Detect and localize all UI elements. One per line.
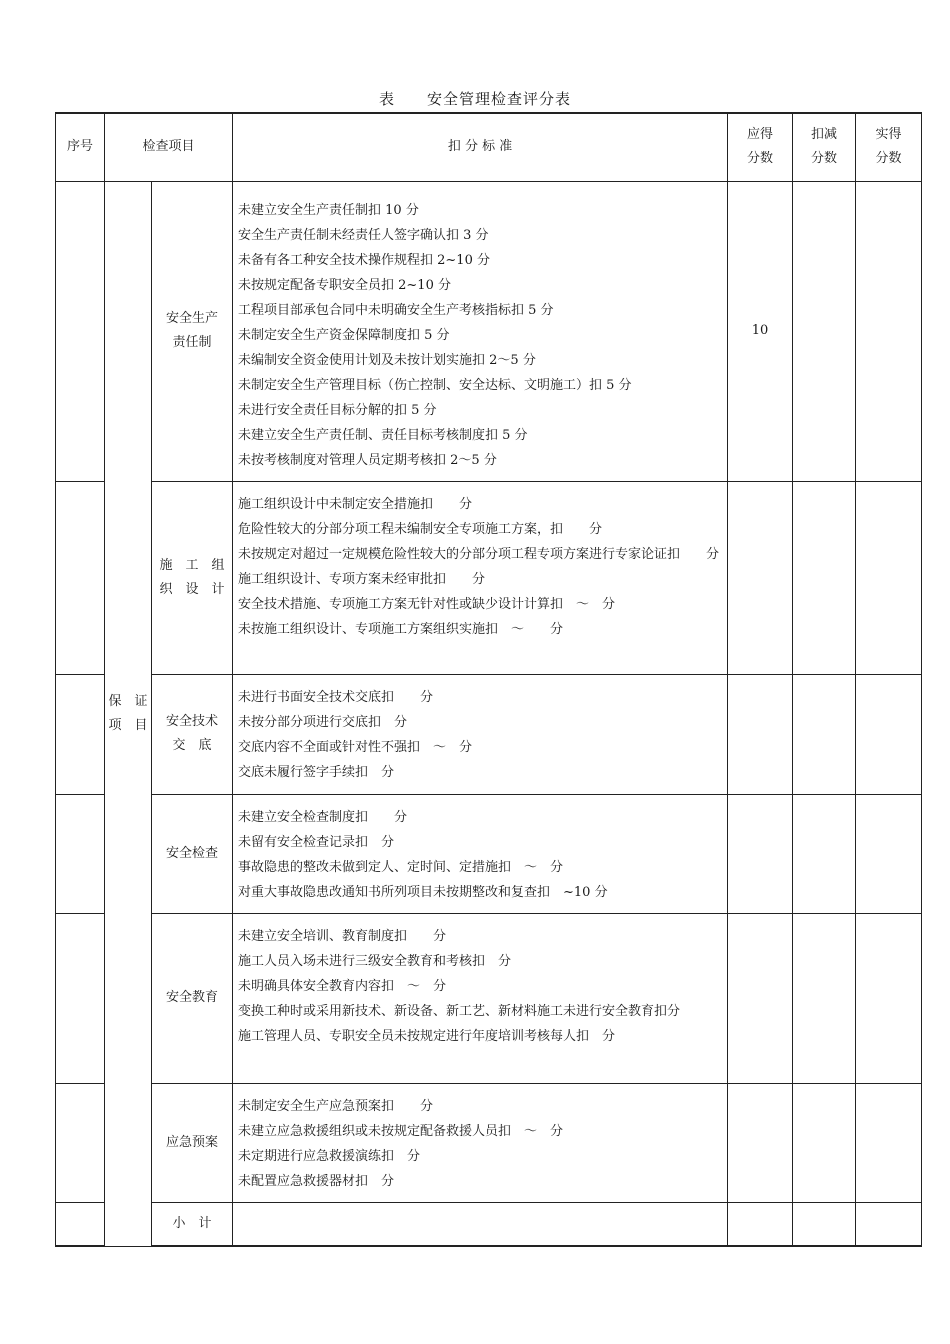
table-row xyxy=(56,794,922,913)
criteria-line: 未备有各工种安全技术操作规程扣 2~10 分 xyxy=(238,252,490,268)
criteria-cell xyxy=(233,181,728,481)
due-score xyxy=(728,674,793,794)
header-criteria: 扣 分 标 准 xyxy=(233,113,728,181)
header-deduct-line1: 扣减 xyxy=(811,127,838,143)
criteria-line: 未按规定配备专职安全员扣 2~10 分 xyxy=(238,277,451,293)
seq-cell xyxy=(56,181,105,481)
item-name-line1: 安全检查 xyxy=(166,845,219,861)
header-actual-line1: 实得 xyxy=(875,127,902,143)
criteria-line: 未按考核制度对管理人员定期考核扣 2～5 分 xyxy=(238,452,497,468)
table-row xyxy=(56,913,922,1083)
header-actual xyxy=(856,113,922,181)
actual-score[interactable] xyxy=(856,913,922,1083)
criteria-line: 未配置应急救援器材扣 分 xyxy=(238,1173,395,1189)
due-score: 10 xyxy=(728,181,793,481)
item-name-line1: 安全教育 xyxy=(166,990,219,1005)
criteria-line: 未编制安全资金使用计划及未按计划实施扣 2～5 分 xyxy=(238,352,536,368)
criteria-line: 工程项目部承包合同中未明确安全生产考核指标扣 5 分 xyxy=(238,302,554,318)
header-due-line2: 分数 xyxy=(747,151,774,167)
criteria-line: 安全生产责任制未经责任人签字确认扣 3 分 xyxy=(238,227,489,243)
scoring-table xyxy=(55,112,922,1247)
criteria-line: 未制定安全生产资金保障制度扣 5 分 xyxy=(238,327,450,343)
deduct-score[interactable] xyxy=(793,181,856,481)
criteria-line: 危险性较大的分部分项工程未编制安全专项施工方案，扣 分 xyxy=(238,521,603,537)
criteria-line: 未建立应急救援组织或未按规定配备救援人员扣 ～ 分 xyxy=(238,1123,564,1139)
criteria-line: 未进行书面安全技术交底扣 分 xyxy=(238,689,434,705)
item-name xyxy=(152,794,233,913)
actual-score[interactable] xyxy=(856,181,922,481)
deduct-score[interactable] xyxy=(793,794,856,913)
subtotal-criteria xyxy=(233,1202,728,1246)
item-name-line1: 应急预案 xyxy=(166,1134,219,1150)
seq-cell xyxy=(56,794,105,913)
item-name-line1: 安全生产 xyxy=(166,311,219,326)
header-due-line1: 应得 xyxy=(747,127,774,143)
header-deduct-line2: 分数 xyxy=(811,151,838,167)
header-item: 检查项目 xyxy=(105,113,233,181)
actual-score[interactable] xyxy=(856,674,922,794)
criteria-line: 施工管理人员、专职安全员未按规定进行年度培训考核每人扣 分 xyxy=(238,1028,616,1044)
item-name xyxy=(152,674,233,794)
criteria-line: 未进行安全责任目标分解的扣 5 分 xyxy=(238,402,437,418)
deduct-score[interactable] xyxy=(793,674,856,794)
subtotal-row xyxy=(56,1202,922,1246)
seq-cell xyxy=(56,674,105,794)
criteria-line: 交底内容不全面或针对性不强扣 ～ 分 xyxy=(238,739,473,755)
criteria-line: 未建立安全生产责任制扣 10 分 xyxy=(238,202,419,218)
seq-cell xyxy=(56,1202,105,1246)
criteria-line: 安全技术措施、专项施工方案无针对性或缺少设计计算扣 ～ 分 xyxy=(238,596,616,612)
criteria-line: 事故隐患的整改未做到定人、定时间、定措施扣 ～ 分 xyxy=(238,859,564,875)
table-row xyxy=(56,481,922,674)
group-label-line2: 项 目 xyxy=(108,717,148,733)
criteria-line: 未建立安全检查制度扣 分 xyxy=(238,809,408,825)
deduct-score[interactable] xyxy=(793,1083,856,1202)
actual-score[interactable] xyxy=(856,794,922,913)
item-name-line2: 责任制 xyxy=(172,335,212,350)
criteria-line: 对重大事故隐患改通知书所列项目未按期整改和复查扣 ~10 分 xyxy=(238,884,608,900)
seq-cell xyxy=(56,913,105,1083)
due-score xyxy=(728,1083,793,1202)
item-name xyxy=(152,481,233,674)
criteria-line: 未建立安全培训、教育制度扣 分 xyxy=(238,928,447,944)
group-label-line1: 保 证 xyxy=(108,693,148,709)
criteria-line: 未按施工组织设计、专项施工方案组织实施扣 ～ 分 xyxy=(238,621,564,637)
criteria-line: 未制定安全生产管理目标（伤亡控制、安全达标、文明施工）扣 5 分 xyxy=(238,377,632,393)
criteria-cell xyxy=(233,913,728,1083)
subtotal-actual[interactable] xyxy=(856,1202,922,1246)
due-score xyxy=(728,913,793,1083)
criteria-line: 未按规定对超过一定规模危险性较大的分部分项工程专项方案进行专家论证扣 分 xyxy=(238,546,720,562)
subtotal-deduct[interactable] xyxy=(793,1202,856,1246)
item-name xyxy=(152,1083,233,1202)
table-title: 表 安全管理检查评分表 xyxy=(378,90,571,108)
criteria-line: 未建立安全生产责任制、责任目标考核制度扣 5 分 xyxy=(238,427,528,443)
header-due xyxy=(728,113,793,181)
criteria-line: 未定期进行应急救援演练扣 分 xyxy=(238,1148,421,1164)
criteria-line: 交底未履行签字手续扣 分 xyxy=(238,764,395,780)
header-deduct xyxy=(793,113,856,181)
criteria-line: 未明确具体安全教育内容扣 ～ 分 xyxy=(238,978,447,994)
item-name xyxy=(152,913,233,1083)
item-name-line2: 织 设 计 xyxy=(159,581,225,597)
item-name-line2: 交 底 xyxy=(172,738,212,753)
subtotal-label: 小 计 xyxy=(152,1202,233,1246)
header-row xyxy=(56,113,922,181)
item-name-line1: 安全技术 xyxy=(166,714,219,729)
criteria-line: 未留有安全检查记录扣 分 xyxy=(238,834,395,850)
criteria-cell xyxy=(233,481,728,674)
actual-score[interactable] xyxy=(856,1083,922,1202)
actual-score[interactable] xyxy=(856,481,922,674)
seq-cell xyxy=(56,481,105,674)
criteria-line: 施工组织设计中未制定安全措施扣 分 xyxy=(238,496,473,512)
subtotal-due[interactable] xyxy=(728,1202,793,1246)
criteria-line: 变换工种时或采用新技术、新设备、新工艺、新材料施工未进行安全教育扣分 xyxy=(238,1003,681,1019)
criteria-cell xyxy=(233,794,728,913)
table-row xyxy=(56,181,922,481)
header-seq: 序号 xyxy=(56,113,105,181)
criteria-line: 施工组织设计、专项方案未经审批扣 分 xyxy=(238,571,486,587)
table-row xyxy=(56,1083,922,1202)
table-row xyxy=(56,674,922,794)
seq-cell xyxy=(56,1083,105,1202)
due-score xyxy=(728,481,793,674)
criteria-line: 施工人员入场未进行三级安全教育和考核扣 分 xyxy=(238,953,512,969)
criteria-line: 未制定安全生产应急预案扣 分 xyxy=(238,1098,434,1114)
criteria-line: 未按分部分项进行交底扣 分 xyxy=(238,714,408,730)
item-name xyxy=(152,181,233,481)
criteria-cell xyxy=(233,674,728,794)
item-name-line1: 施 工 组 xyxy=(159,557,225,573)
due-score xyxy=(728,794,793,913)
deduct-score[interactable] xyxy=(793,913,856,1083)
group-guarantee-items xyxy=(105,181,152,1246)
header-actual-line2: 分数 xyxy=(875,151,902,167)
criteria-cell xyxy=(233,1083,728,1202)
deduct-score[interactable] xyxy=(793,481,856,674)
